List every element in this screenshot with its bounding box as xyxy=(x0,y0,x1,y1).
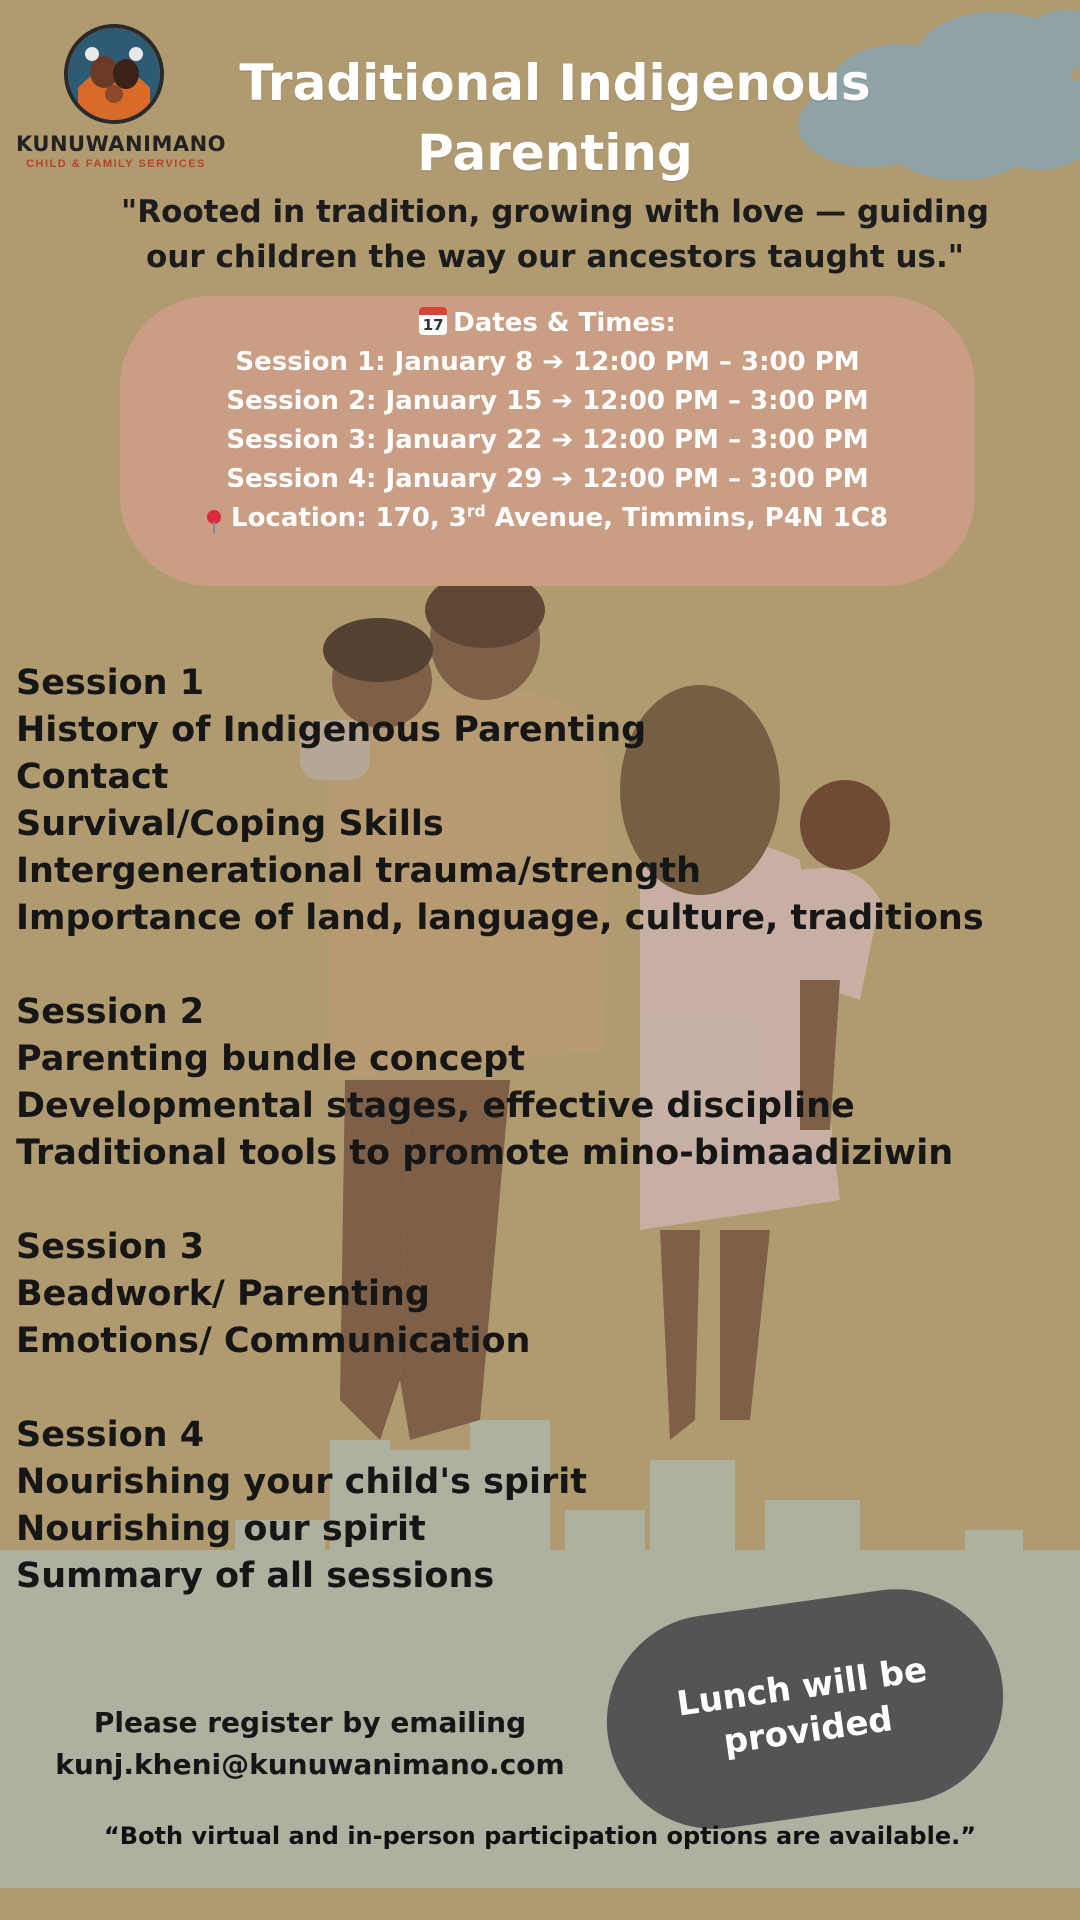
dates-heading-row xyxy=(120,304,975,343)
session-list xyxy=(16,660,984,1647)
session-title: Session 1 xyxy=(16,663,205,703)
register-label: Please register by emailing xyxy=(93,1706,527,1739)
session-topic: Developmental stages, effective discipline xyxy=(16,1086,855,1126)
logo xyxy=(16,24,227,174)
session-block xyxy=(16,1412,916,1600)
title-line-2: Parenting xyxy=(417,124,693,182)
session-topic: Beadwork/ Parenting xyxy=(16,1274,430,1314)
session-title: Session 2 xyxy=(16,992,205,1032)
session-topic: Nourishing your child's spirit xyxy=(16,1462,587,1502)
session-topic: History of Indigenous Parenting xyxy=(16,710,647,750)
session-topic: Contact xyxy=(16,757,169,797)
session-time: Session 1: January 8 ➔ 12:00 PM – 3:00 PM xyxy=(235,347,860,377)
quote-line-1: "Rooted in tradition, growing with love — guiding xyxy=(121,194,989,230)
tagline-quote xyxy=(60,190,1050,280)
lunch-text: Lunch will be provided xyxy=(674,1649,930,1763)
session-block xyxy=(16,1224,916,1365)
page-title xyxy=(200,48,910,188)
quote-line-2: our children the way our ancestors taught us." xyxy=(146,239,964,275)
location-pin-icon xyxy=(207,510,221,524)
participation-note: “Both virtual and in-person participation options are available.” xyxy=(104,1822,976,1850)
logo-emblem-icon xyxy=(64,24,164,124)
dates-panel xyxy=(120,296,975,586)
register-email-link[interactable]: kunj.kheni@kunuwanimano.com xyxy=(55,1748,565,1781)
session-block xyxy=(16,660,984,942)
session-topic: Summary of all sessions xyxy=(16,1556,495,1596)
session-time: Session 2: January 15 ➔ 12:00 PM – 3:00 PM xyxy=(226,386,869,416)
session-title: Session 4 xyxy=(16,1415,205,1455)
session-time: Session 3: January 22 ➔ 12:00 PM – 3:00 PM xyxy=(226,425,869,455)
title-line-1: Traditional Indigenous xyxy=(239,54,871,112)
session-time: Session 4: January 29 ➔ 12:00 PM – 3:00 PM xyxy=(226,464,869,494)
session-topic: Importance of land, language, culture, traditions xyxy=(16,898,984,938)
location-prefix: Location: 170, 3 xyxy=(231,503,467,533)
session-topic: Parenting bundle concept xyxy=(16,1039,525,1079)
session-topic: Survival/Coping Skills xyxy=(16,804,444,844)
session-title: Session 3 xyxy=(16,1227,205,1267)
session-topic: Traditional tools to promote mino-bimaadiziwin xyxy=(16,1133,954,1173)
session-topic: Nourishing our spirit xyxy=(16,1509,426,1549)
session-topic: Intergenerational trauma/strength xyxy=(16,851,702,891)
logo-name: KUNUWANIMANO xyxy=(16,132,227,156)
location-suffix: Avenue, Timmins, P4N 1C8 xyxy=(485,503,888,533)
location-row xyxy=(120,499,975,538)
location-sup: rd xyxy=(466,502,486,521)
session-block xyxy=(16,989,954,1177)
session-topic: Emotions/ Communication xyxy=(16,1321,531,1361)
dates-heading: Dates & Times: xyxy=(453,308,676,338)
logo-subtitle: CHILD & FAMILY SERVICES xyxy=(26,158,206,170)
calendar-icon: 17 xyxy=(419,307,447,335)
registration-info xyxy=(40,1702,580,1786)
